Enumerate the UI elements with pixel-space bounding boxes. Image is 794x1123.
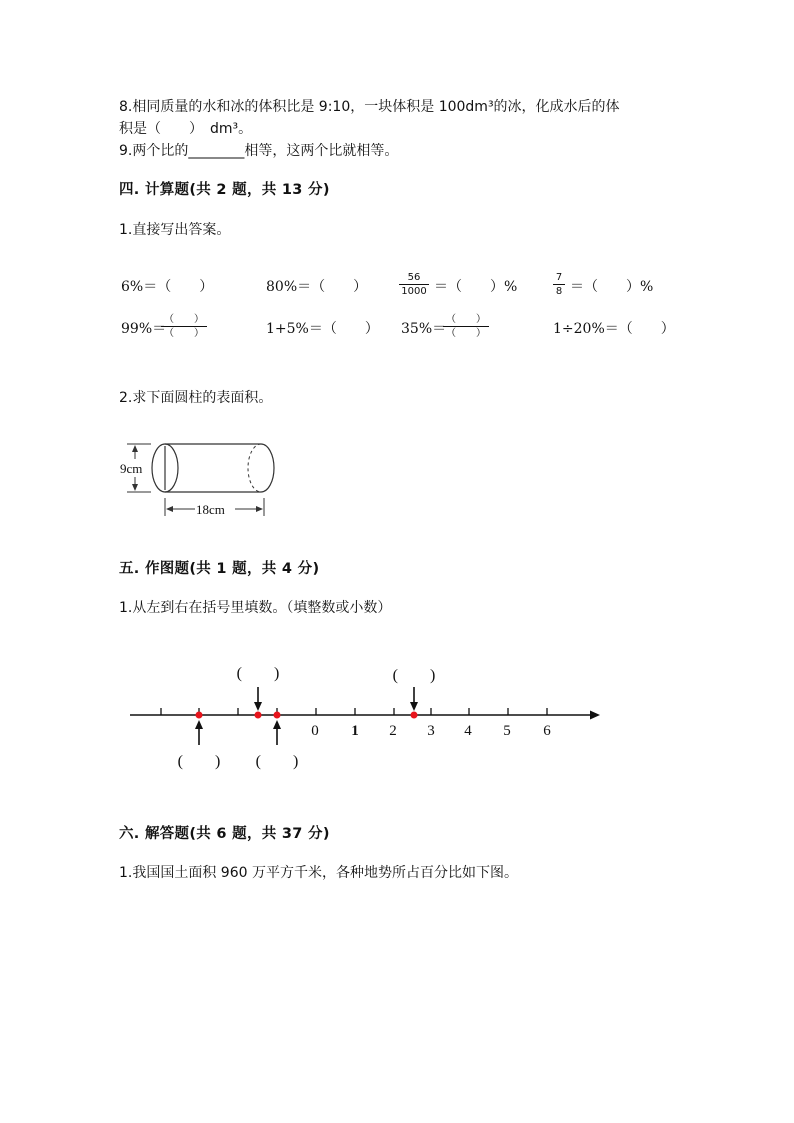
- calc-56-1000-rest: ＝（ ）%: [434, 279, 518, 295]
- calc-80pct: 80%＝（ ）: [266, 279, 368, 295]
- fraction-denominator: （ ）: [446, 328, 486, 339]
- arrow-down-head: [410, 702, 418, 711]
- calc-1-div-20pct: 1÷20%＝（ ）: [553, 321, 675, 337]
- point-marker: [274, 712, 281, 719]
- calc-7-8-rest: ＝（ ）%: [570, 279, 654, 295]
- cylinder-figure: [115, 436, 285, 522]
- arrow-down-head: [254, 702, 262, 711]
- diameter-label: 9cm: [120, 461, 143, 476]
- answer-bracket: ( ): [392, 667, 436, 684]
- s4q1-prompt: 1.直接写出答案。: [119, 222, 231, 238]
- tick-label: 6: [543, 723, 551, 739]
- number-line-figure: [120, 655, 610, 775]
- fraction-7-8: [553, 272, 565, 297]
- len-arrow-right-head: [256, 506, 263, 512]
- tick-label: 3: [427, 723, 435, 739]
- section4-title: 四. 计算题(共 2 题，共 13 分): [119, 182, 330, 198]
- arrow-up-head: [195, 720, 203, 729]
- tick-label: 4: [464, 723, 472, 739]
- q9-text: 9.两个比的________相等，这两个比就相等。: [119, 143, 399, 159]
- tick-label: 1: [351, 723, 359, 739]
- tick-label: 2: [389, 723, 397, 739]
- section5-title: 五. 作图题(共 1 题，共 4 分): [119, 561, 320, 577]
- point-marker: [411, 712, 418, 719]
- answer-bracket: ( ): [177, 753, 221, 770]
- answer-bracket: ( ): [255, 753, 299, 770]
- cylinder-right-hidden-arc: [248, 444, 261, 492]
- fraction-numerator: （ ）: [446, 314, 486, 325]
- section6-title: 六. 解答题(共 6 题，共 37 分): [119, 826, 330, 842]
- calc-6pct: 6%＝（ ）: [121, 279, 214, 295]
- s4q2-prompt: 2.求下面圆柱的表面积。: [119, 390, 273, 406]
- point-marker: [196, 712, 203, 719]
- s6q1-prompt: 1.我国国土面积 960 万平方千米，各种地势所占百分比如下图。: [119, 865, 518, 881]
- calc-99pct-lhs: 99%＝: [121, 321, 167, 337]
- length-label: 18cm: [196, 502, 225, 517]
- fraction-bar: [161, 326, 207, 327]
- fraction-numerator: （ ）: [164, 314, 204, 325]
- fraction-bar: [443, 326, 489, 327]
- s5q1-prompt: 1.从左到右在括号里填数。（填整数或小数）: [119, 600, 392, 616]
- fraction-denominator: 1000: [401, 286, 427, 297]
- fraction-denominator: 8: [555, 286, 563, 297]
- cylinder-right-front-arc: [261, 444, 274, 492]
- dim-arrow-up-head: [132, 445, 138, 452]
- fraction-blank-99pct: [161, 314, 207, 339]
- tick-label: 5: [503, 723, 511, 739]
- fraction-blank-35pct: [443, 314, 489, 339]
- calc-1-plus-5pct: 1+5%＝（ ）: [266, 321, 379, 337]
- fraction-numerator: 7: [555, 272, 563, 283]
- fraction-bar: [553, 284, 565, 285]
- tick-label: 0: [311, 723, 319, 739]
- answer-bracket: ( ): [236, 665, 280, 682]
- len-arrow-left-head: [166, 506, 173, 512]
- fraction-numerator: 56: [407, 272, 421, 283]
- fraction-bar: [399, 284, 429, 285]
- number-line-arrowhead: [590, 711, 600, 720]
- point-marker: [255, 712, 262, 719]
- fraction-56-1000: [399, 272, 429, 297]
- q8-line2: 积是（ ） dm³。: [119, 121, 253, 137]
- calc-35pct-lhs: 35%＝: [401, 321, 447, 337]
- dim-arrow-down-head: [132, 484, 138, 491]
- fraction-denominator: （ ）: [164, 328, 204, 339]
- q8-line1: 8.相同质量的水和冰的体积比是 9:10，一块体积是 100dm³的冰，化成水后的体: [119, 99, 620, 115]
- arrow-up-head: [273, 720, 281, 729]
